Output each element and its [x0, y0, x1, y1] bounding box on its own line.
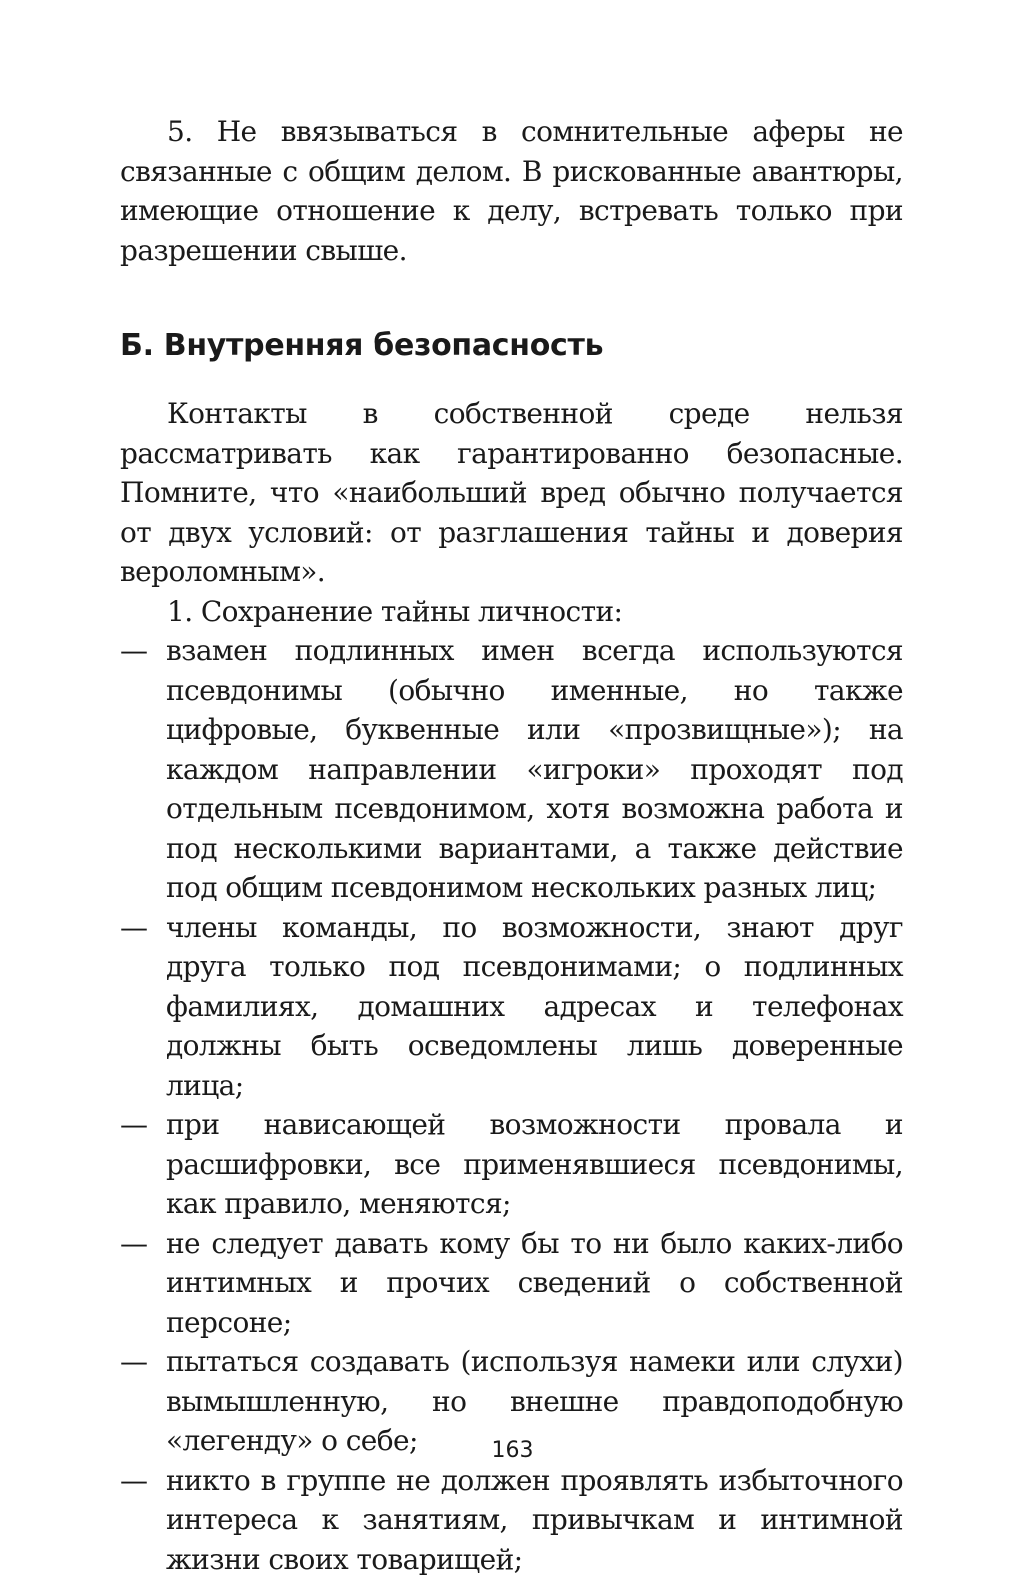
dash-marker: —	[120, 1342, 150, 1382]
page-body	[120, 112, 903, 1579]
list-item	[120, 1461, 903, 1579]
dash-marker: —	[120, 631, 150, 671]
page-number: 163	[0, 1438, 1025, 1463]
dash-marker: —	[120, 1224, 150, 1264]
dash-list	[120, 631, 903, 1579]
dash-marker: —	[120, 1461, 150, 1501]
list-item	[120, 1224, 903, 1343]
list-item	[120, 908, 903, 1106]
paragraph-intro: Контакты в собственной среде нельзя рассматривать как гарантированно безопасные. Помните, что «наибольший вред обычно получается от двух условий: от разглашения тайны и доверия вероломным».	[120, 394, 903, 592]
dash-marker: —	[120, 908, 150, 948]
list-item-text: пытаться создавать (используя намеки или слухи) вымышленную, но внешне правдоподобную «легенду» о себе;	[166, 1345, 903, 1457]
list-item-text: члены команды, по возможности, знают друг друга только под псевдонимами; о подлинных фамилиях, домашних адресах и телефонах должны быть осведомлены лишь доверенные лица;	[166, 911, 903, 1102]
list-item-text: взамен подлинных имен всегда используются псевдонимы (обычно именные, но также цифровые, буквенные или «прозвищные»); на каждом направлении «игроки» проходят под отдельным псевдонимом, хотя возможна работа и под несколькими вариантами, а также действие под общим псевдонимом нескольких разных лиц;	[166, 634, 903, 904]
list-item-text: при нависающей возможности провала и расшифровки, все применявшиеся псевдонимы, как правило, меняются;	[166, 1108, 903, 1220]
section-heading: Б. Внутренняя безопасность	[120, 326, 903, 366]
list-title: 1. Сохранение тайны личности:	[120, 592, 903, 632]
list-item	[120, 631, 903, 908]
list-item-text: никто в группе не должен проявлять избыточного интереса к занятиям, привычкам и интимной жизни своих товарищей;	[166, 1464, 903, 1576]
list-item	[120, 1105, 903, 1224]
paragraph-rule-5: 5. Не ввязываться в сомнительные аферы не связанные с общим делом. В рискованные авантюры, имеющие отношение к делу, встревать только при разрешении свыше.	[120, 112, 903, 270]
list-item-text: не следует давать кому бы то ни было каких-либо интимных и прочих сведений о собственной персоне;	[166, 1227, 903, 1339]
dash-marker: —	[120, 1105, 150, 1145]
